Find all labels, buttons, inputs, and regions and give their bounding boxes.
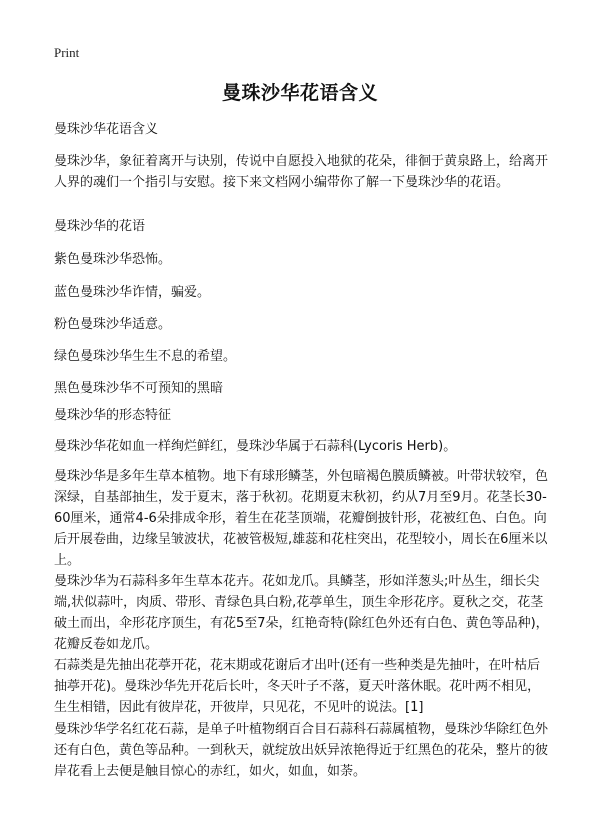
- flower-language-black: 黑色曼珠沙华不可预知的黑暗: [54, 381, 224, 396]
- intro-paragraph: 曼珠沙华，象征着离开与诀别，传说中自愿投入地狱的花朵，徘徊于黄泉路上，给离开人界的魂们一个指引与安慰。接下来文档网小编带你了解一下曼珠沙华的花语。: [54, 154, 549, 190]
- lycoris-growth-paragraph: 石蒜类是先抽出花葶开花，花末期或花谢后才出叶(还有一些种类是先抽叶，在叶枯后抽葶开花)。曼珠沙华先开花后长叶，冬天叶子不落，夏天叶落休眠。花叶两不相见，生生相错，因此有彼岸花，开彼岸，只见花，不见叶的说法。[1]: [54, 658, 541, 715]
- section-heading-meaning: 曼珠沙华花语含义: [54, 122, 159, 137]
- flower-language-green: 绿色曼珠沙华生生不息的希望。: [54, 349, 237, 364]
- morphology-flower-paragraph: 曼珠沙华为石蒜科多年生草本花卉。花如龙爪。具鳞茎，形如洋葱头;叶丛生，细长尖端,状似蒜叶，肉质、带形、青绿色具白粉,花葶单生，顶生伞形花序。夏秋之交，花茎破土而出，伞形花序顶生，有花5至7朵，红艳奇特(除红色外还有白色、黄色等品种)，花瓣反卷如龙爪。: [54, 574, 549, 652]
- morphology-summary-paragraph: 曼珠沙华花如血一样绚烂鲜红，曼珠沙华属于石蒜科(Lycoris Herb)。: [54, 439, 457, 454]
- scientific-name-paragraph: 曼珠沙华学名红花石蒜，是单子叶植物纲百合目石蒜科石蒜属植物，曼珠沙华除红色外还有白色，黄色等品种。一到秋天，就绽放出妖异浓艳得近于红黑色的花朵，整片的彼岸花看上去便是触目惊心的赤红，如火，如血，如荼。: [54, 722, 549, 779]
- section-heading-flower-language: 曼珠沙华的花语: [54, 219, 146, 234]
- morphology-detail-paragraph: 曼珠沙华是多年生草本植物。地下有球形鳞茎，外包暗褐色膜质鳞被。叶带状较窄，色深绿，自基部抽生，发于夏末，落于秋初。花期夏末秋初，约从7月至9月。花茎长30-60厘米，通常4-6朵排成伞形，着生在花茎顶端，花瓣倒披针形，花被红色、白色。向后开展卷曲，边缘呈皱波状，花被管极短,雄蕊和花柱突出，花型较小，周长在6厘米以上。: [54, 469, 549, 568]
- section-heading-morphology: 曼珠沙华的形态特征: [54, 408, 172, 423]
- flower-language-blue: 蓝色曼珠沙华诈情，骗爱。: [54, 285, 211, 300]
- print-link[interactable]: Print: [54, 45, 80, 60]
- flower-language-pink: 粉色曼珠沙华适意。: [54, 317, 172, 332]
- flower-language-purple: 紫色曼珠沙华恐怖。: [54, 252, 172, 267]
- page-title: 曼珠沙华花语含义: [221, 82, 378, 104]
